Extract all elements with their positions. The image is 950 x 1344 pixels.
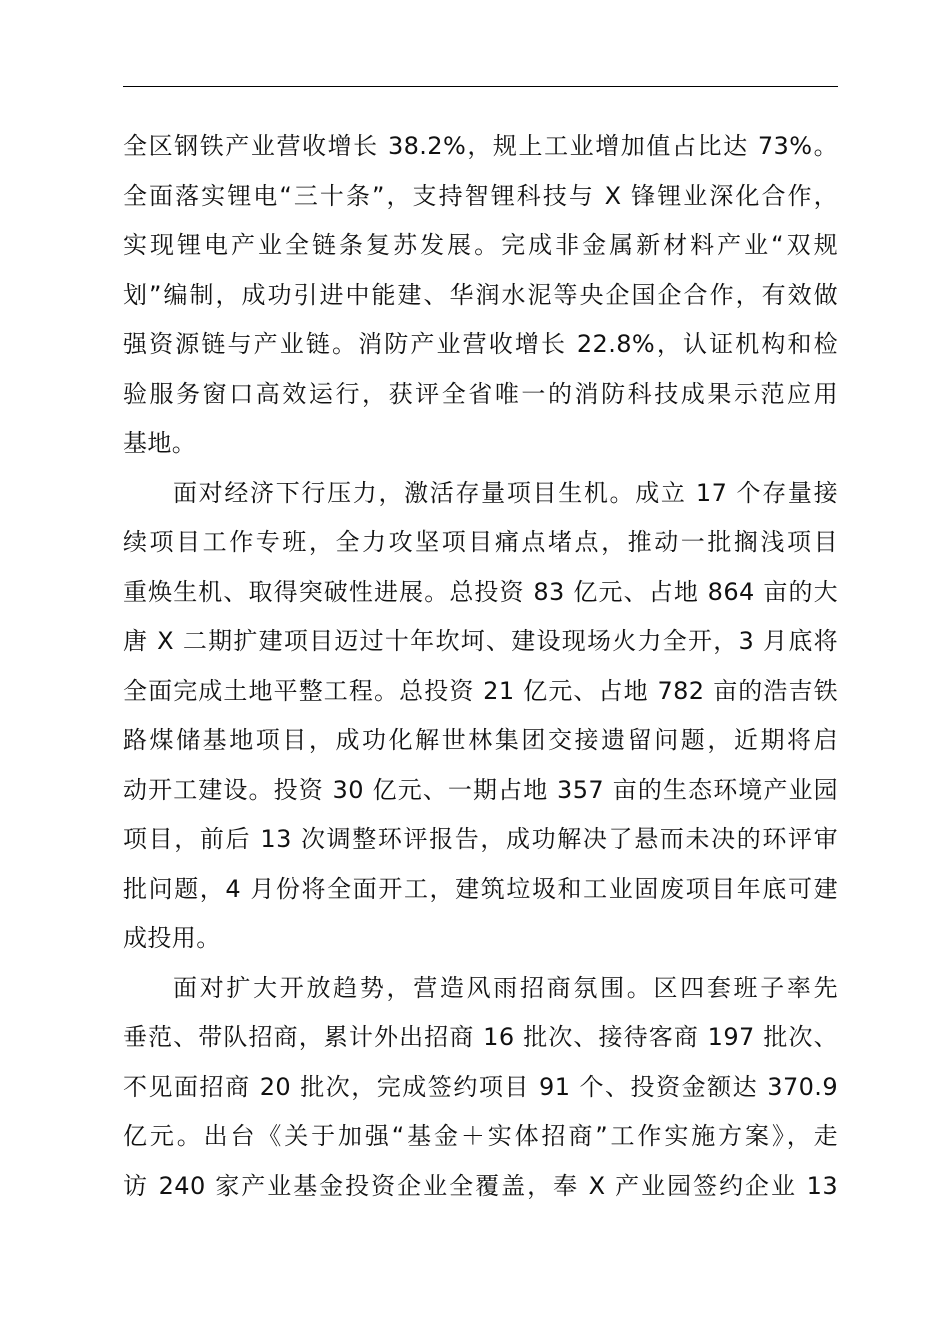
document-body — [123, 122, 838, 1211]
text-line: 划”编制，成功引进中能建、华润水泥等央企国企合作，有效做 — [123, 280, 838, 309]
text-line: 基地。 — [123, 429, 197, 457]
text-line: 全面完成土地平整工程。总投资 21 亿元、占地 782 亩的浩吉铁 — [123, 676, 838, 705]
text-line: 不见面招商 20 批次，完成签约项目 91 个、投资金额达 370.9 — [123, 1072, 838, 1101]
text-line: 实现锂电产业全链条复苏发展。完成非金属新材料产业“双规 — [123, 231, 838, 259]
text-line: 续项目工作专班，全力攻坚项目痛点堵点，推动一批搁浅项目 — [123, 528, 838, 556]
text-line: 验服务窗口高效运行，获评全省唯一的消防科技成果示范应用 — [123, 379, 838, 408]
text-line: 全区钢铁产业营收增长 38.2%，规上工业增加值占比达 73%。 — [123, 132, 838, 160]
text-line: 亿元。出台《关于加强“基金＋实体招商”工作实施方案》，走 — [123, 1122, 838, 1150]
text-line: 项目，前后 13 次调整环评报告，成功解决了悬而未决的环评审 — [123, 825, 838, 853]
text-line: 重焕生机、取得突破性进展。总投资 83 亿元、占地 864 亩的大 — [123, 577, 838, 606]
text-line: 面对扩大开放趋势，营造风雨招商氛围。区四套班子率先 — [173, 973, 838, 1002]
text-line: 全面落实锂电“三十条”，支持智锂科技与 X 锋锂业深化合作， — [123, 181, 838, 210]
text-line: 访 240 家产业基金投资企业全覆盖，奉 X 产业园签约企业 13 — [123, 1171, 838, 1200]
text-line: 成投用。 — [123, 924, 221, 952]
paragraph-3 — [123, 964, 838, 1212]
text-line: 强资源链与产业链。消防产业营收增长 22.8%，认证机构和检 — [123, 330, 838, 358]
text-line: 动开工建设。投资 30 亿元、一期占地 357 亩的生态环境产业园 — [123, 775, 838, 804]
text-line: 面对经济下行压力，激活存量项目生机。成立 17 个存量接 — [173, 478, 838, 507]
text-line: 批问题，4 月份将全面开工，建筑垃圾和工业固废项目年底可建 — [123, 874, 838, 903]
paragraph-2 — [123, 469, 838, 964]
paragraph-1 — [123, 122, 838, 469]
header-rule — [123, 86, 838, 87]
text-line: 路煤储基地项目，成功化解世林集团交接遗留问题，近期将启 — [123, 726, 838, 754]
text-line: 唐 X 二期扩建项目迈过十年坎坷、建设现场火力全开，3 月底将 — [123, 627, 838, 655]
text-line: 垂范、带队招商，累计外出招商 16 批次、接待客商 197 批次、 — [123, 1023, 838, 1051]
